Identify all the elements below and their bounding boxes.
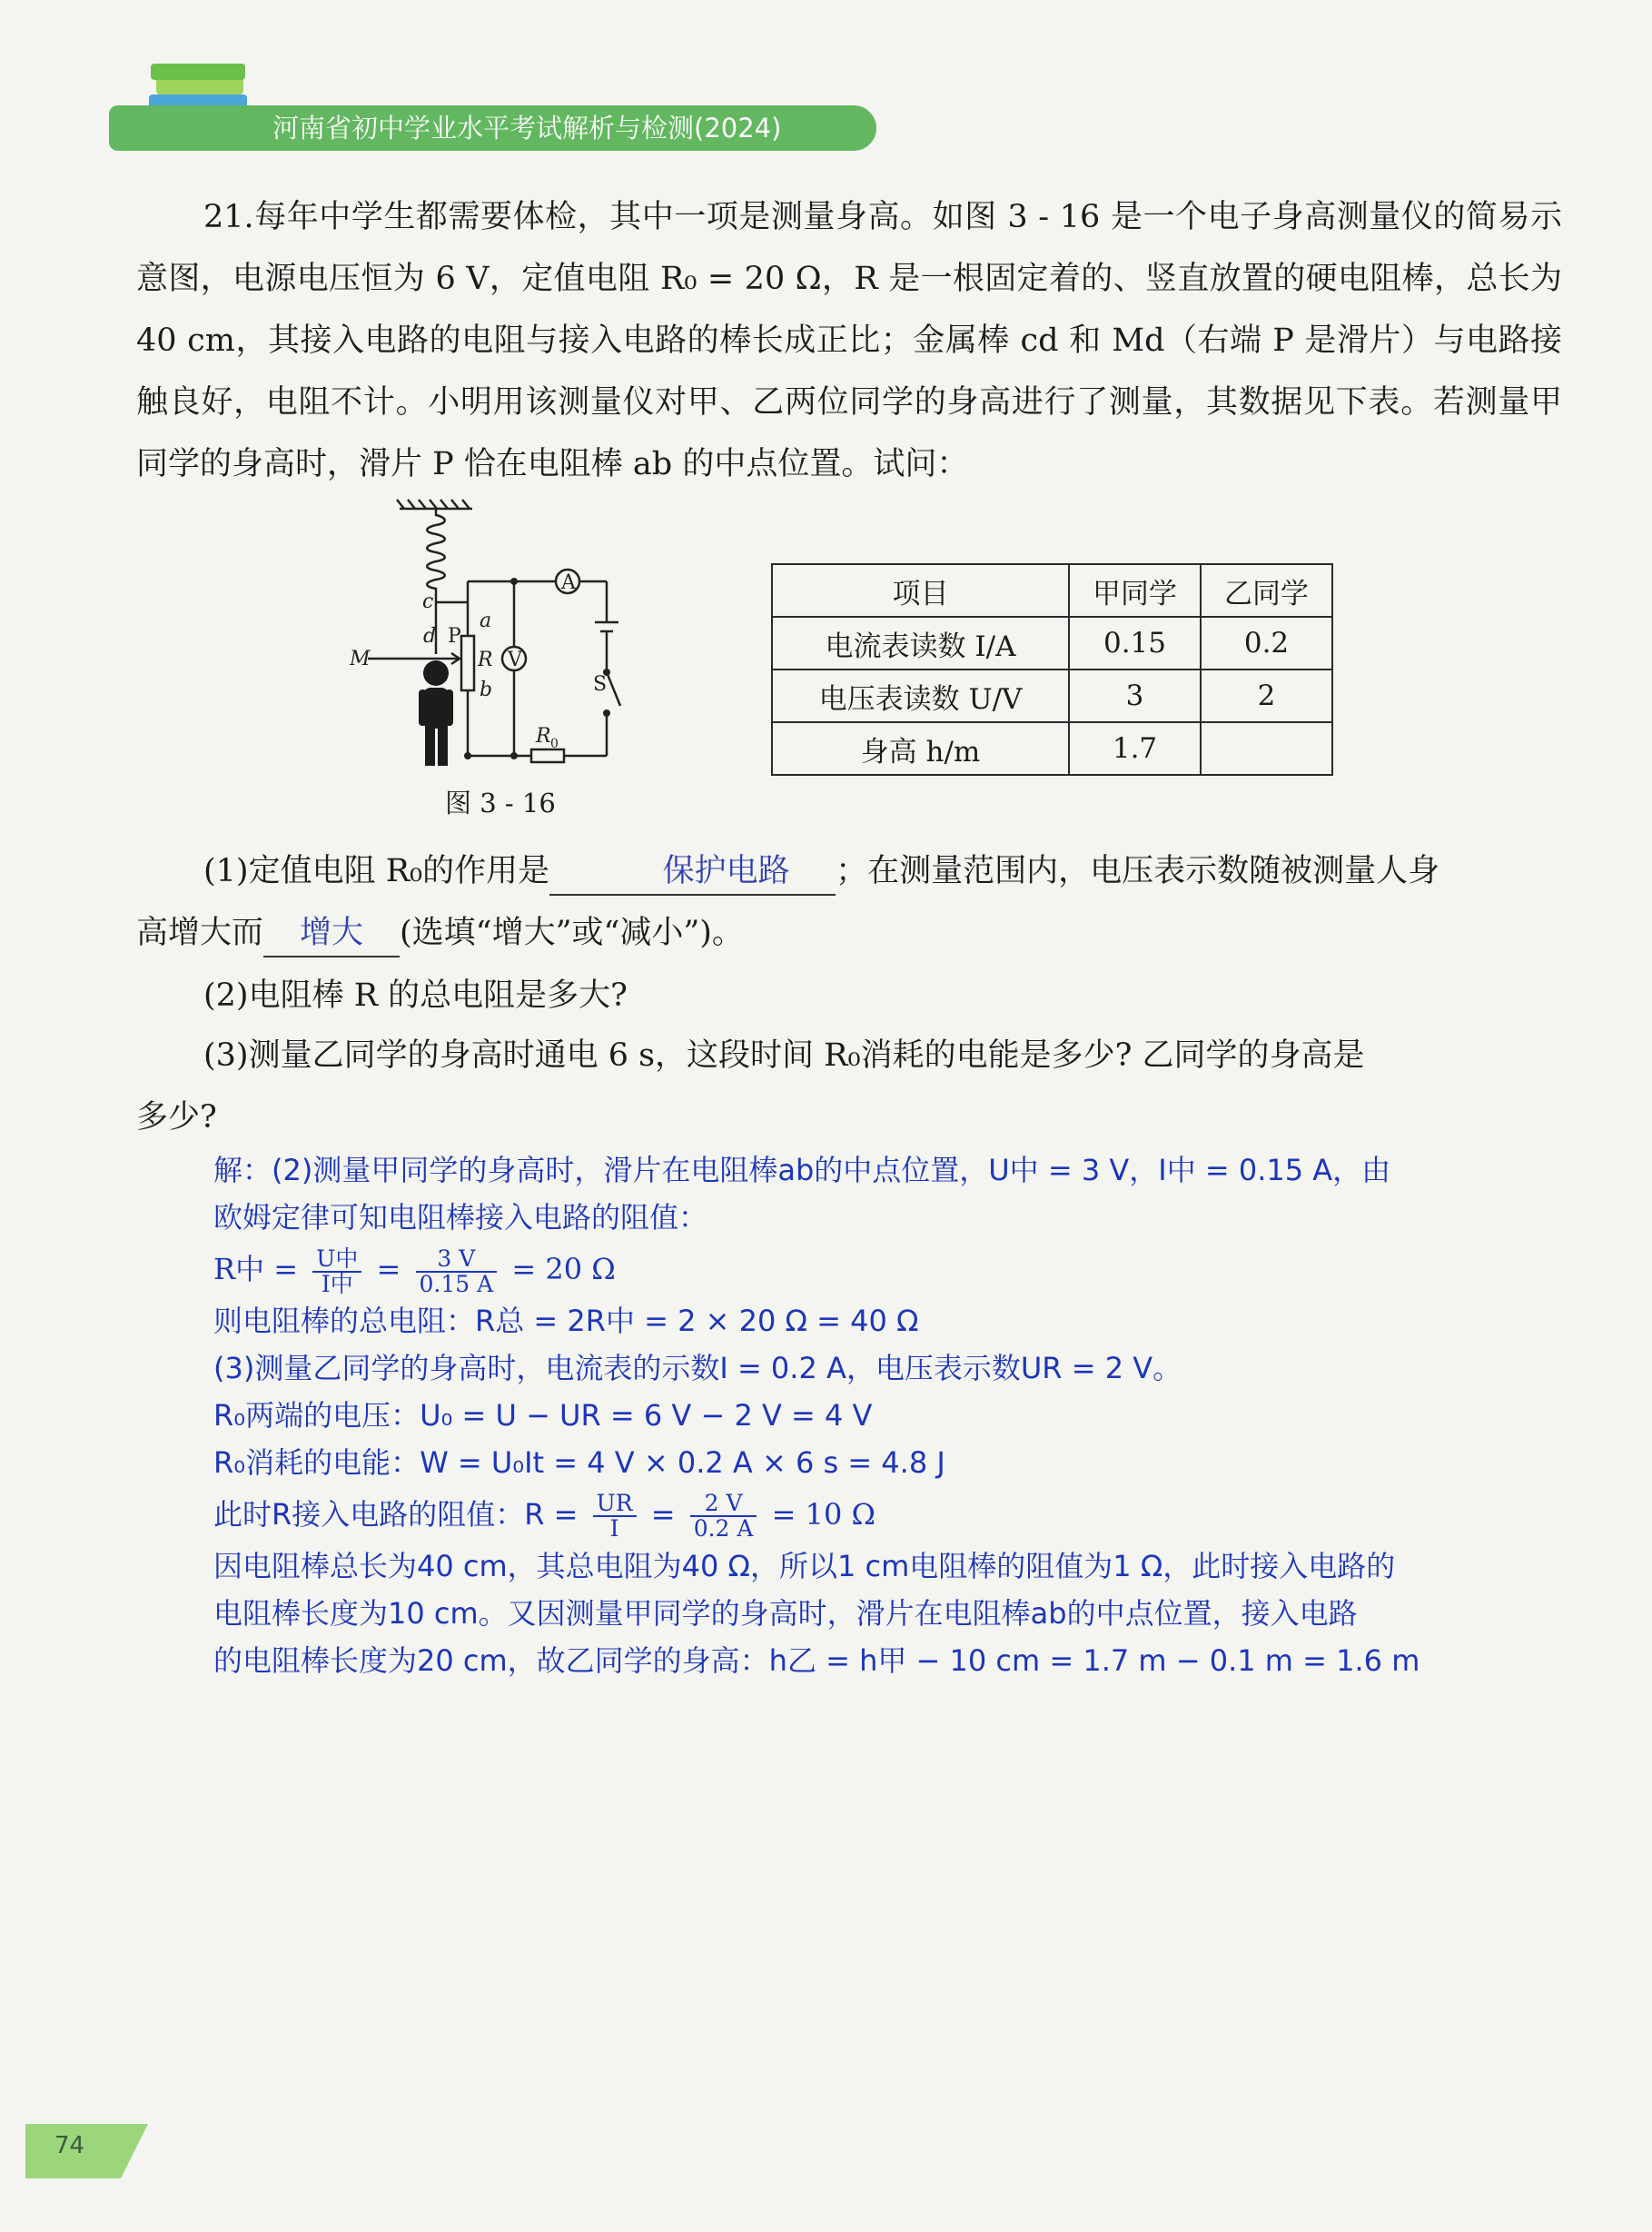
table-cell: 身高 h/m (772, 722, 1069, 775)
sub-question-2: (2)电阻棒 R 的总电阻是多大? (203, 977, 628, 1014)
formula-lhs: 此时R接入电路的阻值：R = (213, 1497, 579, 1532)
table-cell: 0.15 (1069, 617, 1201, 670)
slider-label: P (448, 625, 461, 648)
point-d-label: d (423, 625, 437, 648)
formula-rhs: = 20 Ω (511, 1252, 616, 1286)
solution-line: 的电阻棒长度为20 cm，故乙同学的身高：h乙 = h甲 − 10 cm = 1.7 m − 0.1 m = 1.6 m (213, 1643, 1420, 1678)
solution-line: 解：(2)测量甲同学的身高时，滑片在电阻棒ab的中点位置，U中 = 3 V，I中 = 0.15 A，由 (213, 1153, 1391, 1187)
solution-line: 欧姆定律可知电阻棒接入电路的阻值： (213, 1200, 708, 1235)
table-row (772, 722, 1332, 775)
sub1-line2-prefix: 高增大而 (136, 915, 264, 951)
point-c-label: c (422, 590, 434, 613)
voltmeter-label: V (508, 649, 522, 671)
solution-line: R₀消耗的电能：W = U₀It = 4 V × 0.2 A × 6 s = 4.8 J (213, 1445, 945, 1480)
solution-block (213, 1146, 1576, 1684)
solution-line: 因电阻棒总长为40 cm，其总电阻为40 Ω，所以1 cm电阻棒的阻值为1 Ω，此时接入电路的 (213, 1549, 1396, 1583)
rod-m-label: M (350, 648, 371, 670)
table-header-cell: 项目 (772, 564, 1069, 617)
solution-formula-r: 此时R接入电路的阻值：R = $\frac{UR}{I}$ = $\frac{2 V}{0.2 A}$ = 10 Ω (213, 1490, 876, 1542)
solution-line: (3)测量乙同学的身高时，电流表的示数I = 0.2 A，电压表示数UR = 2 V。 (213, 1351, 1182, 1385)
table-header-cell: 乙同学 (1201, 564, 1332, 617)
answer-blank-1: 保护电路 (549, 848, 836, 896)
resistor-r0-label: R (536, 725, 551, 748)
resistor-r-label: R (478, 649, 493, 671)
fraction: $\frac{3 V}{0.15 A}$ (416, 1247, 498, 1296)
sub-question-3 (136, 1025, 1562, 1148)
answer-blank-2: 增大 (263, 910, 400, 957)
table-header-cell: 甲同学 (1069, 564, 1201, 617)
person-icon (419, 660, 453, 766)
table-row (772, 617, 1332, 670)
formula-rhs: = 10 Ω (771, 1497, 876, 1532)
fraction: $\frac{UR}{I}$ (593, 1492, 637, 1541)
table-cell: 电流表读数 I/A (772, 617, 1069, 670)
point-b-label: b (480, 679, 493, 701)
sub-question-1 (136, 840, 1562, 964)
question-statement (136, 186, 1562, 495)
solution-line: 则电阻棒的总电阻：R总 = 2R中 = 2 × 20 Ω = 40 Ω (213, 1304, 919, 1338)
table-cell: 电压表读数 U/V (772, 670, 1069, 722)
ammeter-label: A (561, 571, 576, 594)
table-cell: 2 (1201, 670, 1332, 722)
solution-line: R₀两端的电压：U₀ = U − UR = 6 V − 2 V = 4 V (213, 1398, 873, 1433)
sub1-prefix: (1)定值电阻 R₀的作用是 (203, 853, 550, 889)
formula-lhs: R中 = (213, 1252, 299, 1286)
figure-caption: 图 3 - 16 (445, 788, 556, 818)
sub3-line2: 多少? (136, 1099, 217, 1136)
table-cell: 3 (1069, 670, 1201, 722)
sub3-line1: (3)测量乙同学的身高时通电 6 s，这段时间 R₀消耗的电能是多少? 乙同学的身高是 (203, 1037, 1365, 1074)
table-header-row (772, 564, 1332, 617)
point-a-label: a (480, 610, 492, 632)
table-row (772, 670, 1332, 722)
fraction: $\frac{2 V}{0.2 A}$ (690, 1492, 757, 1541)
data-table (771, 563, 1333, 776)
solution-line: 电阻棒长度为10 cm。又因测量甲同学的身高时，滑片在电阻棒ab的中点位置，接入电路 (213, 1596, 1358, 1631)
resistor-r0-subscript: 0 (550, 737, 559, 751)
switch-label: S (593, 673, 608, 696)
question-paragraph: 21.每年中学生都需要体检，其中一项是测量身高。如图 3 - 16 是一个电子身高测量仪的简易示意图，电源电压恒为 6 V，定值电阻 R₀ = 20 Ω，R 是一根固定着的、竖直放置的硬电阻棒，总长为 40 cm，其接入电路的电阻与接入电路的棒长成正比；金属棒 cd 和 Md（右端 P 是滑片）与电路接触良好，电阻不计。小明用该测量仪对甲、乙两位同学的身高进行了测量，其数据见下表。若测量甲同学的身高时，滑片 P 恰在电阻棒 ab 的中点位置。试问： (136, 199, 1562, 482)
header-title: 河南省初中学业水平考试解析与检测(2024) (272, 113, 782, 144)
sub1-middle: ；在测量范围内，电压表示数随被测量人身 (836, 853, 1440, 889)
table-cell: 0.2 (1201, 617, 1332, 670)
page-number: 74 (54, 2132, 85, 2159)
circuit-diagram (350, 495, 640, 777)
solution-formula-r-mid: R中 = $\frac{\text{U中}}{\text{I中}}$ = $\frac{3 V}{0.15 A}$ = 20 Ω (213, 1245, 616, 1297)
table-cell (1201, 722, 1332, 775)
page-number-tab (25, 2124, 148, 2178)
fraction: $\frac{\text{U中}}{\text{I中}}$ (312, 1247, 361, 1296)
table-cell: 1.7 (1069, 722, 1201, 775)
sub1-suffix: (选填“增大”或“减小”)。 (400, 915, 744, 951)
